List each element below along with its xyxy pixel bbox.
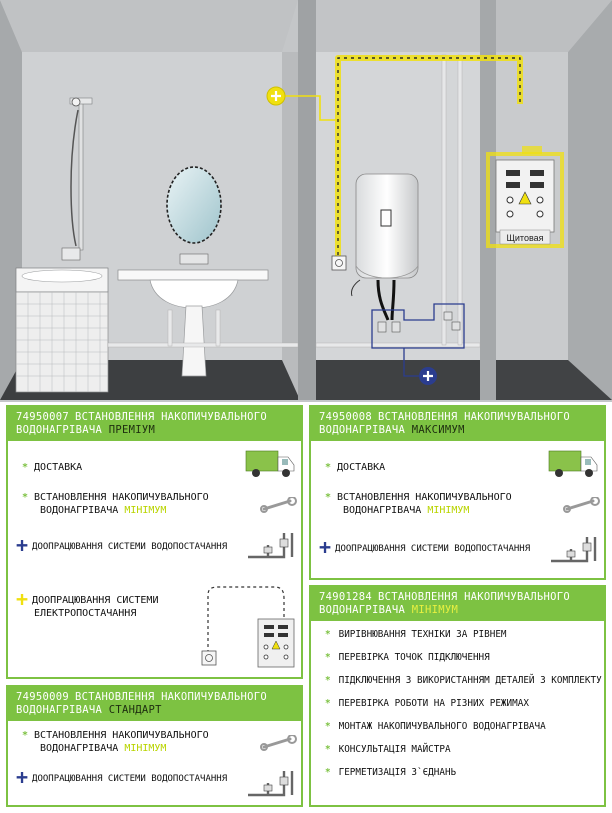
card-premium	[6, 405, 303, 679]
bathroom-illustration	[0, 0, 612, 402]
row-label: ДООПРАЦЮВАННЯ СИСТЕМИ ВОДОПОСТАЧАННЯ	[32, 542, 228, 552]
plus-yellow-icon: +	[16, 587, 29, 611]
row-label: ВСТАНОВЛЕННЯ НАКОПИЧУВАЛЬНОГО	[34, 492, 209, 503]
title-line1: ВСТАНОВЛЕННЯ НАКОПИЧУВАЛЬНОГО	[377, 591, 571, 603]
pipe-fittings-icon	[244, 527, 300, 565]
wiring-diagram-icon	[194, 585, 298, 673]
bullet-asterisk: *	[325, 462, 332, 473]
row-water	[16, 533, 228, 557]
bullet-asterisk: *	[22, 462, 29, 473]
level-badge: МАКСИМУМ	[411, 424, 465, 436]
row-label: ВОДОНАГРІВАЧА	[343, 505, 422, 516]
title-line2: ВОДОНАГРІВАЧА	[319, 604, 406, 616]
row-label: ВСТАНОВЛЕННЯ НАКОПИЧУВАЛЬНОГО	[34, 730, 209, 741]
title-line2: ВОДОНАГРІВАЧА	[319, 424, 406, 436]
row-label: ДООПРАЦЮВАННЯ СИСТЕМИ	[32, 595, 159, 606]
title-line1: ВСТАНОВЛЕННЯ НАКОПИЧУВАЛЬНОГО	[74, 691, 268, 703]
service-code: 74950007	[16, 411, 69, 423]
row-delivery	[22, 461, 82, 474]
row-label: ДООПРАЦЮВАННЯ СИСТЕМИ ВОДОПОСТАЧАННЯ	[32, 774, 228, 784]
bullet-asterisk: *	[22, 492, 29, 503]
list-item: * КОНСУЛЬТАЦІЯ МАЙСТРА	[325, 744, 451, 755]
card-minimum	[309, 585, 606, 807]
level-badge: МІНІМУМ	[411, 604, 459, 616]
list-item: * МОНТАЖ НАКОПИЧУВАЛЬНОГО ВОДОНАГРІВАЧА	[325, 721, 546, 732]
title-line1: ВСТАНОВЛЕННЯ НАКОПИЧУВАЛЬНОГО	[74, 411, 268, 423]
service-code: 74950009	[16, 691, 69, 703]
row-label: ДОСТАВКА	[337, 462, 386, 473]
title-line2: ВОДОНАГРІВАЧА	[16, 424, 103, 436]
row-delivery	[325, 461, 385, 474]
level-badge: ПРЕМІУМ	[108, 424, 156, 436]
row-install	[22, 491, 209, 517]
plus-blue-icon: +	[319, 535, 332, 559]
pipe-fittings-icon	[244, 765, 300, 803]
service-code: 74901284	[319, 591, 372, 603]
service-code: 74950008	[319, 411, 372, 423]
title-line2: ВОДОНАГРІВАЧА	[16, 704, 103, 716]
list-item: * ПЕРЕВІРКА РОБОТИ НА РІЗНИХ РЕЖИМАХ	[325, 698, 529, 709]
list-item: * ПЕРЕВІРКА ТОЧОК ПІДКЛЮЧЕННЯ	[325, 652, 490, 663]
list-item: * ПІДКЛЮЧЕННЯ З ВИКОРИСТАННЯМ ДЕТАЛЕЙ З КОМПЛЕКТУ	[325, 675, 602, 686]
row-water	[319, 535, 531, 559]
pipe-fittings-icon	[547, 531, 603, 569]
row-level: МІНІМУМ	[427, 505, 470, 516]
card-header	[311, 587, 604, 621]
row-label: ВОДОНАГРІВАЧА	[40, 743, 119, 754]
plus-blue-icon: +	[16, 765, 29, 789]
plus-blue-icon: +	[16, 533, 29, 557]
row-label: ДООПРАЦЮВАННЯ СИСТЕМИ ВОДОПОСТАЧАННЯ	[335, 544, 531, 554]
row-label: ВСТАНОВЛЕННЯ НАКОПИЧУВАЛЬНОГО	[337, 492, 512, 503]
wrench-icon	[260, 497, 298, 513]
panel-label: Щитовая	[506, 233, 544, 243]
title-line1: ВСТАНОВЛЕННЯ НАКОПИЧУВАЛЬНОГО	[377, 411, 571, 423]
bullet-asterisk: *	[325, 492, 332, 503]
row-label: ВОДОНАГРІВАЧА	[40, 505, 119, 516]
row-water	[16, 765, 228, 789]
row-power	[16, 587, 159, 620]
row-level: МІНІМУМ	[124, 505, 167, 516]
list-item: * ВИРІВНЮВАННЯ ТЕХНІКИ ЗА РІВНЕМ	[325, 629, 507, 640]
truck-icon	[547, 447, 601, 479]
row-label: ЕЛЕКТРОПОСТАЧАННЯ	[34, 608, 137, 619]
level-badge: СТАНДАРТ	[108, 704, 162, 716]
row-install	[22, 729, 209, 755]
row-install	[325, 491, 512, 517]
bullet-asterisk: *	[22, 730, 29, 741]
row-level: МІНІМУМ	[124, 743, 167, 754]
truck-icon	[244, 447, 298, 479]
row-label: ДОСТАВКА	[34, 462, 83, 473]
card-header	[8, 407, 301, 441]
card-header	[8, 687, 301, 721]
card-header	[311, 407, 604, 441]
wrench-icon	[260, 735, 298, 751]
wrench-icon	[563, 497, 601, 513]
card-maximum	[309, 405, 606, 580]
card-standard	[6, 685, 303, 807]
list-item: * ГЕРМЕТИЗАЦІЯ З`ЄДНАНЬ	[325, 767, 457, 778]
